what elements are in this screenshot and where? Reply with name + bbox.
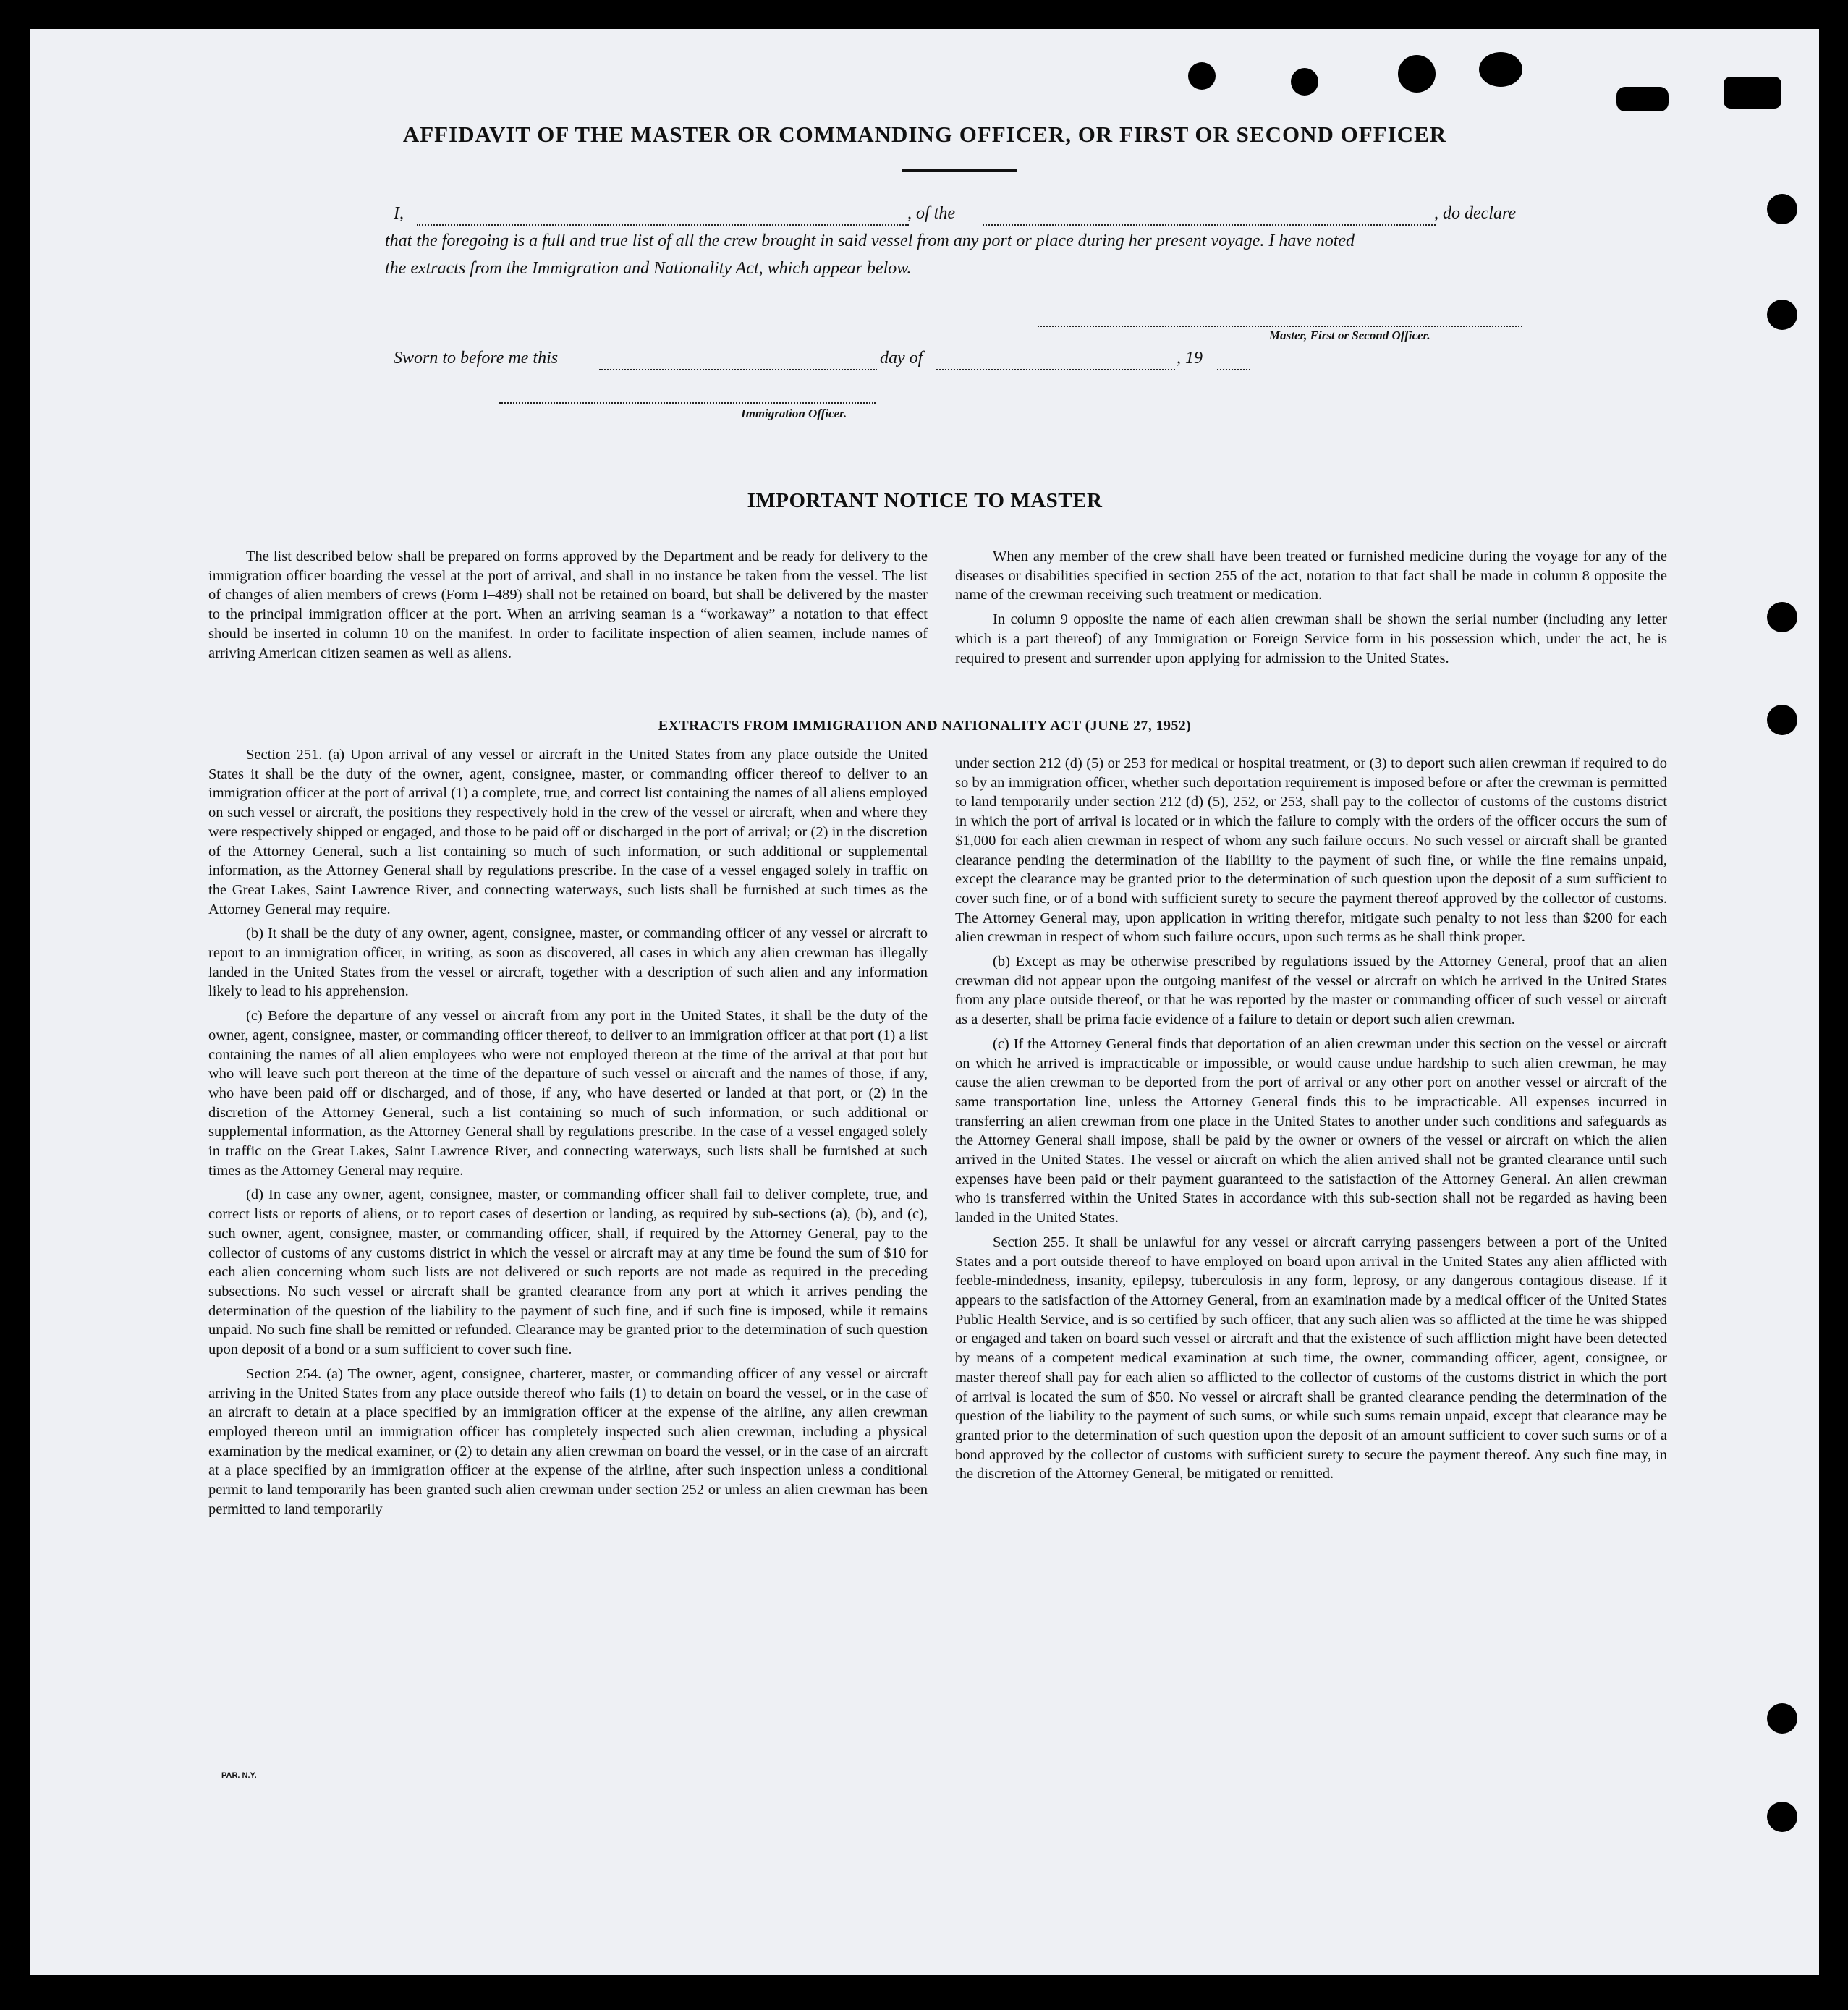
notice-paragraph: When any member of the crew shall have been treated or furnished medicine during the voyage for any of the diseases or disabilities specified in section 255 of the act, notation to that fact shall be made in column 8 opposite the name of the crewman receiving such treatment or medication. <box>955 548 1667 603</box>
statute-paragraph: (d) In case any owner, agent, consignee, master, or commanding officer shall fail to deliver complete, true, and correct lists or reports of aliens, or to report cases of desertion or landing, as required by sub-sections (a), (b), and (c), such owner, agent, consignee, master, or commanding officer, shall, if required by the Attorney General, pay to the collector of customs of any customs district in which the vessel or aircraft may at any time be found the sum of $10 for each alien concerning whom such lists are not delivered or such reports are not made as required in the preceding subsections. No such vessel or aircraft shall be granted clearance from any port at which it arrives pending the determination of the question of the liability to the payment of such fine, and if such fine is imposed, while it remains unpaid. No such fine shall be remitted or refunded. Clearance may be granted prior to the determination of such question upon deposit of a bond or a sum sufficient to cover such fine. <box>208 1187 928 1358</box>
punch-hole <box>1767 300 1797 330</box>
affidavit-title: AFFIDAVIT OF THE MASTER OR COMMANDING OFFICER, OR FIRST OR SECOND OFFICER <box>402 122 1447 147</box>
notice-paragraph: In column 9 opposite the name of each alien crewman shall be shown the serial number (including any letter which is a part thereof) of any Immigration or Foreign Service form in his possession which, under the act, he is required to present and surrender upon applying for admission to the United States. <box>955 611 1667 666</box>
punch-hole <box>1398 55 1436 93</box>
extracts-left-column <box>208 745 928 1524</box>
punch-hole <box>1291 68 1318 96</box>
officer-signature-line <box>499 402 876 404</box>
extracts-title: EXTRACTS FROM IMMIGRATION AND NATIONALITY ACT (JUNE 27, 1952) <box>658 718 1192 734</box>
extracts-right-column <box>955 754 1667 1489</box>
notice-right-column <box>955 547 1667 673</box>
statute-paragraph: Section 251. (a) Upon arrival of any vessel or aircraft in the United States from any place outside the United States it shall be the duty of the owner, agent, consignee, master, or commanding officer thereof to deliver to an immigration officer at the port of arrival (1) a complete, true, and correct list containing the names of all aliens employed on such vessel or aircraft, the positions they respectively hold in the crew of the vessel or aircraft, when and where they were respectively shipped or engaged, and those to be paid off or discharged in the port of arrival; or (2) in the discretion of the Attorney General, such a list containing so much of such information, or such additional or supplemental information, as the Attorney General shall by regulations prescribe. In the case of a vessel engaged solely in traffic on the Great Lakes, Saint Lawrence River, and connecting waterways, such lists shall be furnished at such times as the Attorney General may require. <box>208 747 928 917</box>
statute-paragraph: Section 254. (a) The owner, agent, consignee, charterer, master, or commanding officer of any vessel or aircraft arriving in the United States from any place outside thereof who fails (1) to detain on board the vessel, or in the case of an aircraft to detain at a place specified by an immigration officer at the expense of the airline, any alien crewman employed thereon until an immigration officer has completely inspected such alien crewman, including a physical examination by the medical examiner, or (2) to detain any alien crewman on board the vessel, or in the case of an aircraft at a place specified by an immigration officer at the expense of the airline, after such inspection unless a conditional permit to land temporarily has been granted such alien crewman under section 252 or unless an alien crewman has been permitted to land temporarily <box>208 1365 928 1517</box>
punch-hole <box>1188 62 1216 90</box>
notice-title: IMPORTANT NOTICE TO MASTER <box>747 489 1103 512</box>
punch-hole <box>1767 1802 1797 1832</box>
statute-paragraph: (c) If the Attorney General finds that deportation of an alien crewman under this section on the vessel or aircraft on which he arrived is impracticable or impossible, or would cause undue hardship to such alien crewman, he may cause the alien crewman to be deported from the port of arrival or any other port on another vessel or aircraft of the same transportation line, unless the Attorney General finds this to be impracticable. All expenses incurred in transferring an alien crewman from one place in the United States to another under such conditions and safeguards as the Attorney General shall impose, shall be paid by the owner or owners of the vessel or aircraft on which the alien arrived in the United States. The vessel or aircraft on which the alien arrived shall not be granted clearance until such expenses have been paid or their payment guaranteed to the satisfaction of the Attorney General. An alien crewman who is transferred within the United States in accordance with this sub-section shall not be regarded as having been landed in the United States. <box>955 1035 1667 1226</box>
printer-mark: PAR. N.Y. <box>221 1771 257 1780</box>
punch-hole <box>1767 602 1797 632</box>
document-page <box>30 29 1819 1975</box>
affidavit-declare-label: , do declare <box>1434 204 1517 223</box>
notice-paragraph: The list described below shall be prepared on forms approved by the Department and be ready for delivery to the immigration officer boarding the vessel at the port of arrival, and shall in no instance be taken from the vessel. The list of changes of alien members of crews (Form I–489) shall not be retained on board, but shall be delivered by the master to the principal immigration officer at the port. When an arriving seaman is a “workaway” a notation to that effect should be inserted in column 10 on the manifest. In order to facilitate inspection of alien seamen, include names of arriving American citizen seamen as well as aliens. <box>208 548 928 661</box>
sworn-day-blank <box>599 369 877 370</box>
master-signature-line <box>1038 326 1522 327</box>
master-signature-label: Master, First or Second Officer. <box>1269 328 1430 342</box>
affidavit-line3: the extracts from the Immigration and Nationality Act, which appear below. <box>385 259 912 278</box>
title-rule <box>902 169 1017 172</box>
affidavit-i-label: I, <box>394 204 404 223</box>
statute-paragraph: (b) It shall be the duty of any owner, agent, consignee, master, or commanding officer of any vessel or aircraft to report to an immigration officer, in writing, as soon as discovered, all cases in which any alien crewman has illegally landed in the United States from the vessel or aircraft, together with a description of such alien and any information likely to lead to his apprehension. <box>208 925 928 1000</box>
notice-left-column <box>208 547 928 668</box>
ink-blot <box>1616 87 1669 111</box>
punch-hole <box>1767 194 1797 224</box>
sworn-month-blank <box>936 369 1175 370</box>
statute-paragraph: Section 255. It shall be unlawful for any vessel or aircraft carrying passengers between a port of the United States and a port outside thereof to have employed on board upon arrival in the United States any alien afflicted with feeble-mindedness, insanity, epilepsy, tuberculosis in any form, leprosy, or any dangerous contagious disease. If it appears to the satisfaction of the Attorney General, from an examination made by a medical officer of the United States Public Health Service, and is so certified by such officer, that any such alien was so afflicted at the time he was shipped or engaged and taken on board such vessel or aircraft and that the existence of such affliction might have been detected by means of a competent medical examination at such time, the owner, commanding officer, agent, consignee, or master thereof shall pay for each alien so afflicted to the collector of customs of the customs district in which the port of arrival is located the sum of $50. No vessel or aircraft shall be granted clearance pending the determination of the question of the liability to the payment of such sums, or while such sums remain unpaid, except that clearance may be granted prior to the determination of such question upon the deposit of an amount sufficient to cover such sums or of a bond approved by the collector of customs with sufficient surety to secure the payment thereof. Any such fine may, in the discretion of the Attorney General, be mitigated or remitted. <box>955 1234 1667 1483</box>
sworn-prefix: Sworn to before me this <box>394 349 559 368</box>
ink-blot <box>1724 77 1781 109</box>
statute-paragraph: under section 212 (d) (5) or 253 for medical or hospital treatment, or (3) to deport such alien crewman if required to do so by an immigration officer, whether such deportation requirement is imposed before or after the crewman is permitted to land temporarily under section 212 (d) (5), 252, or 253, shall pay to the collector of customs of the customs district in which the port of arrival is located or in which the failure to comply with the orders of the officer occurs the sum of $1,000 for each alien crewman in respect of whom any such failure occurs. No such vessel or aircraft shall be granted clearance pending the determination of the liability to the payment of such fine, or while the fine remains unpaid, except the clearance may be granted prior to the determination of such question upon the deposit of a sum sufficient to cover such fine, or of a bond with sufficient surety to secure the payment thereof approved by the collector of customs. The Attorney General may, upon application in writing therefor, mitigate such penalty to not less than $200 for each alien crewman in respect of whom such failure occurs, upon such terms as he shall think proper. <box>955 755 1667 946</box>
statute-paragraph: (b) Except as may be otherwise prescribed by regulations issued by the Attorney General, proof that an alien crewman did not appear upon the outgoing manifest of the vessel or aircraft on which he arrived in the United States from any place outside thereof, or that he was reported by the master or commanding officer of such vessel or aircraft as a deserter, shall be prima facie evidence of a failure to detain or deport such alien crewman. <box>955 954 1667 1028</box>
sworn-year-blank <box>1217 369 1250 370</box>
affidavit-of-the-label: , of the <box>907 204 955 223</box>
affidavit-line2: that the foregoing is a full and true list of all the crew brought in said vessel from any port or place during her present voyage. I have noted <box>385 232 1355 250</box>
statute-paragraph: (c) Before the departure of any vessel or aircraft from any port in the United States, it shall be the duty of the owner, agent, consignee, master, or commanding officer thereof, to deliver to an immigration officer at that port (1) a list containing the names of all alien employees who were not employed thereon at the time of the arrival at that port but who will leave such port thereon at the time of the departure of such vessel or aircraft and the names of those, if any, who have been paid off or discharged, and of those, if any, who have deserted or landed at that port, or (2) in the discretion of the Attorney General, such a list containing so much of such information, or such additional or supplemental information, as the Attorney General shall by regulations prescribe. In the case of a vessel engaged solely in traffic on the Great Lakes, Saint Lawrence River, and connecting waterways, such lists shall be furnished at such times as the Attorney General may require. <box>208 1008 928 1179</box>
name-blank <box>417 224 909 226</box>
sworn-day-of-label: day of <box>880 349 923 368</box>
sworn-year-label: , 19 <box>1177 349 1203 368</box>
punch-hole <box>1479 52 1522 87</box>
punch-hole <box>1767 1703 1797 1734</box>
officer-signature-label: Immigration Officer. <box>741 407 847 420</box>
vessel-blank <box>983 224 1436 226</box>
